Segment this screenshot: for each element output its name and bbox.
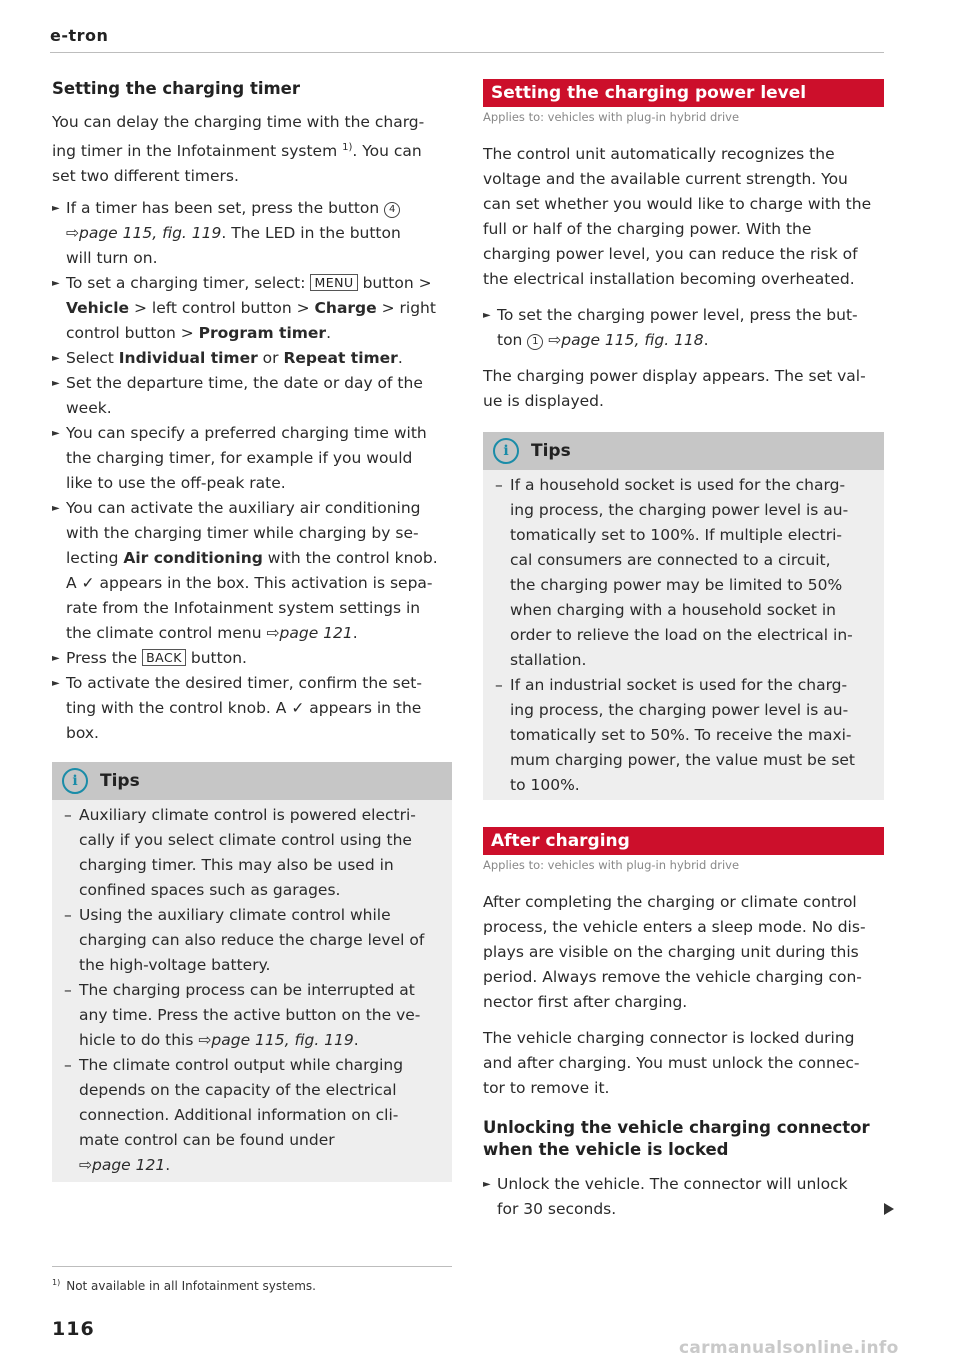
menu-key-label: MENU <box>310 274 357 291</box>
checkmark-icon: ✓ <box>81 574 95 592</box>
checkmark-icon: ✓ <box>291 699 305 717</box>
tips-header <box>52 762 452 800</box>
connector-locked-paragraph: The vehicle charging connector is locked during and after charging. You must unlock the connec- tor to remove it. <box>483 1029 860 1097</box>
list-item: ► Set the departure time, the date or day of the week. <box>52 371 452 421</box>
section-bar-after-charging: After charging <box>483 827 884 855</box>
watermark: carmanualsonline.info <box>679 1338 899 1358</box>
button-1-icon: 1 <box>527 334 543 350</box>
timer-steps-list <box>52 196 452 746</box>
applies-to-note: Applies to: vehicles with plug-in hybrid drive <box>483 858 740 872</box>
tips-title: Tips <box>531 441 571 461</box>
cross-ref-link[interactable]: page 121 <box>279 624 353 642</box>
cross-ref-link[interactable]: page 115, fig. 119 <box>79 224 222 242</box>
list-item: ► If a timer has been set, press the button 4 ⇨page 115, fig. 119. The LED in the button will turn on. <box>52 196 452 271</box>
list-item: ► To set the charging power level, press the but- ton 1 ⇨page 115, fig. 118. <box>483 303 884 353</box>
power-level-paragraph: The control unit automatically recognizes the voltage and the available current strength. You can set whether you would like to charge with the full or half of the charging power. With the charging power level, you can reduce the risk of the electrical installation becoming overheated. <box>483 145 872 288</box>
header-rule <box>50 52 884 53</box>
after-charging-paragraph: After completing the charging or climate control process, the vehicle enters a sleep mode. No dis- plays are visible on the charging unit during this period. Always remove the vehicle charging con- nector first after charging. <box>483 893 866 1011</box>
arrow-right-icon: ⇨ <box>66 224 79 242</box>
intro-paragraph: You can delay the charging time with the charg- ing timer in the Infotainment system $^{1)}$. You can set two different timers. <box>52 113 425 186</box>
running-header: e-tron <box>50 26 109 45</box>
arrow-right-icon: ⇨ <box>548 331 562 349</box>
list-item: ► You can activate the auxiliary air conditioning with the charging timer while charging by se- lecting Air conditioning with the control knob. A ✓ appears in the box. This activation is sepa- rate from the Infotainment system settings in the climate control menu ⇨page 121. <box>52 496 452 646</box>
cross-ref-link[interactable]: page 115, fig. 118 <box>561 331 704 349</box>
applies-to-note: Applies to: vehicles with plug-in hybrid drive <box>483 110 740 124</box>
footnote-ref[interactable]: 1) <box>342 142 353 153</box>
tips-header <box>483 432 884 470</box>
footnote-rule <box>52 1266 452 1267</box>
cross-ref-link[interactable]: page 115, fig. 119 <box>211 1031 354 1049</box>
list-item: – Using the auxiliary climate control while charging can also reduce the charge level of the high-voltage battery. <box>64 906 425 974</box>
list-item: – Auxiliary climate control is powered electri- cally if you select climate control using the charging timer. This may also be used in confined spaces such as garages. <box>64 806 416 899</box>
list-item: – The climate control output while charging depends on the capacity of the electrical connection. Additional information on cli- mate control can be found under ⇨page 121. <box>64 1056 404 1174</box>
list-item: ► To activate the desired timer, confirm the set- ting with the control knob. A ✓ appears in the box. <box>52 671 452 746</box>
arrow-right-icon: ⇨ <box>266 624 280 642</box>
list-item: ► Unlock the vehicle. The connector will unlock for 30 seconds. <box>483 1172 884 1222</box>
list-item: – If an industrial socket is used for the charg- ing process, the charging power level is au- tomatically set to 50%. To receive the maxi- mum charging power, the value must be set to 100%. <box>495 676 856 794</box>
back-key-label: BACK <box>142 649 186 666</box>
list-item: ► Press the BACK button. <box>52 646 452 671</box>
tips-title: Tips <box>100 771 140 791</box>
info-icon: i <box>62 768 88 794</box>
arrow-right-icon: ⇨ <box>79 1156 92 1174</box>
cross-ref-link[interactable]: page 121 <box>92 1156 166 1174</box>
list-item: – The charging process can be interrupted at any time. Press the active button on the ve- hicle to do this ⇨page 115, fig. 119. <box>64 981 421 1049</box>
list-item: ► You can specify a preferred charging time with the charging timer, for example if you would like to use the off-peak rate. <box>52 421 452 496</box>
power-display-paragraph: The charging power display appears. The set val- ue is displayed. <box>483 367 866 410</box>
list-item: – If a household socket is used for the charg- ing process, the charging power level is au- tomatically set to 100%. If multiple electri- cal consumers are connected to a circuit, the charging power may be limited to 50% when charging with a household socket in order to relieve the load on the electrical in- stallation. <box>495 476 853 669</box>
section-bar-charging-power-level: Setting the charging power level <box>483 79 884 107</box>
info-icon: i <box>493 438 519 464</box>
list-item: ► To set a charging timer, select: MENU button > Vehicle > left control button > Charge > right control button > Program timer. <box>52 271 452 346</box>
page-number: 116 <box>52 1318 95 1340</box>
arrow-right-icon: ⇨ <box>198 1031 212 1049</box>
footnote: $^{1)}$ Not available in all Infotainment systems. <box>52 1278 316 1293</box>
tips-box-power-level <box>483 432 884 800</box>
button-4-icon: 4 <box>384 202 400 218</box>
unlocking-subheading: Unlocking the vehicle charging connector when the vehicle is locked <box>483 1118 870 1159</box>
list-item: ► Select Individual timer or Repeat timer. <box>52 346 452 371</box>
continue-arrow-icon <box>884 1203 894 1215</box>
section-heading-charging-timer: Setting the charging timer <box>52 79 301 98</box>
tips-box-charging-timer <box>52 762 452 1182</box>
